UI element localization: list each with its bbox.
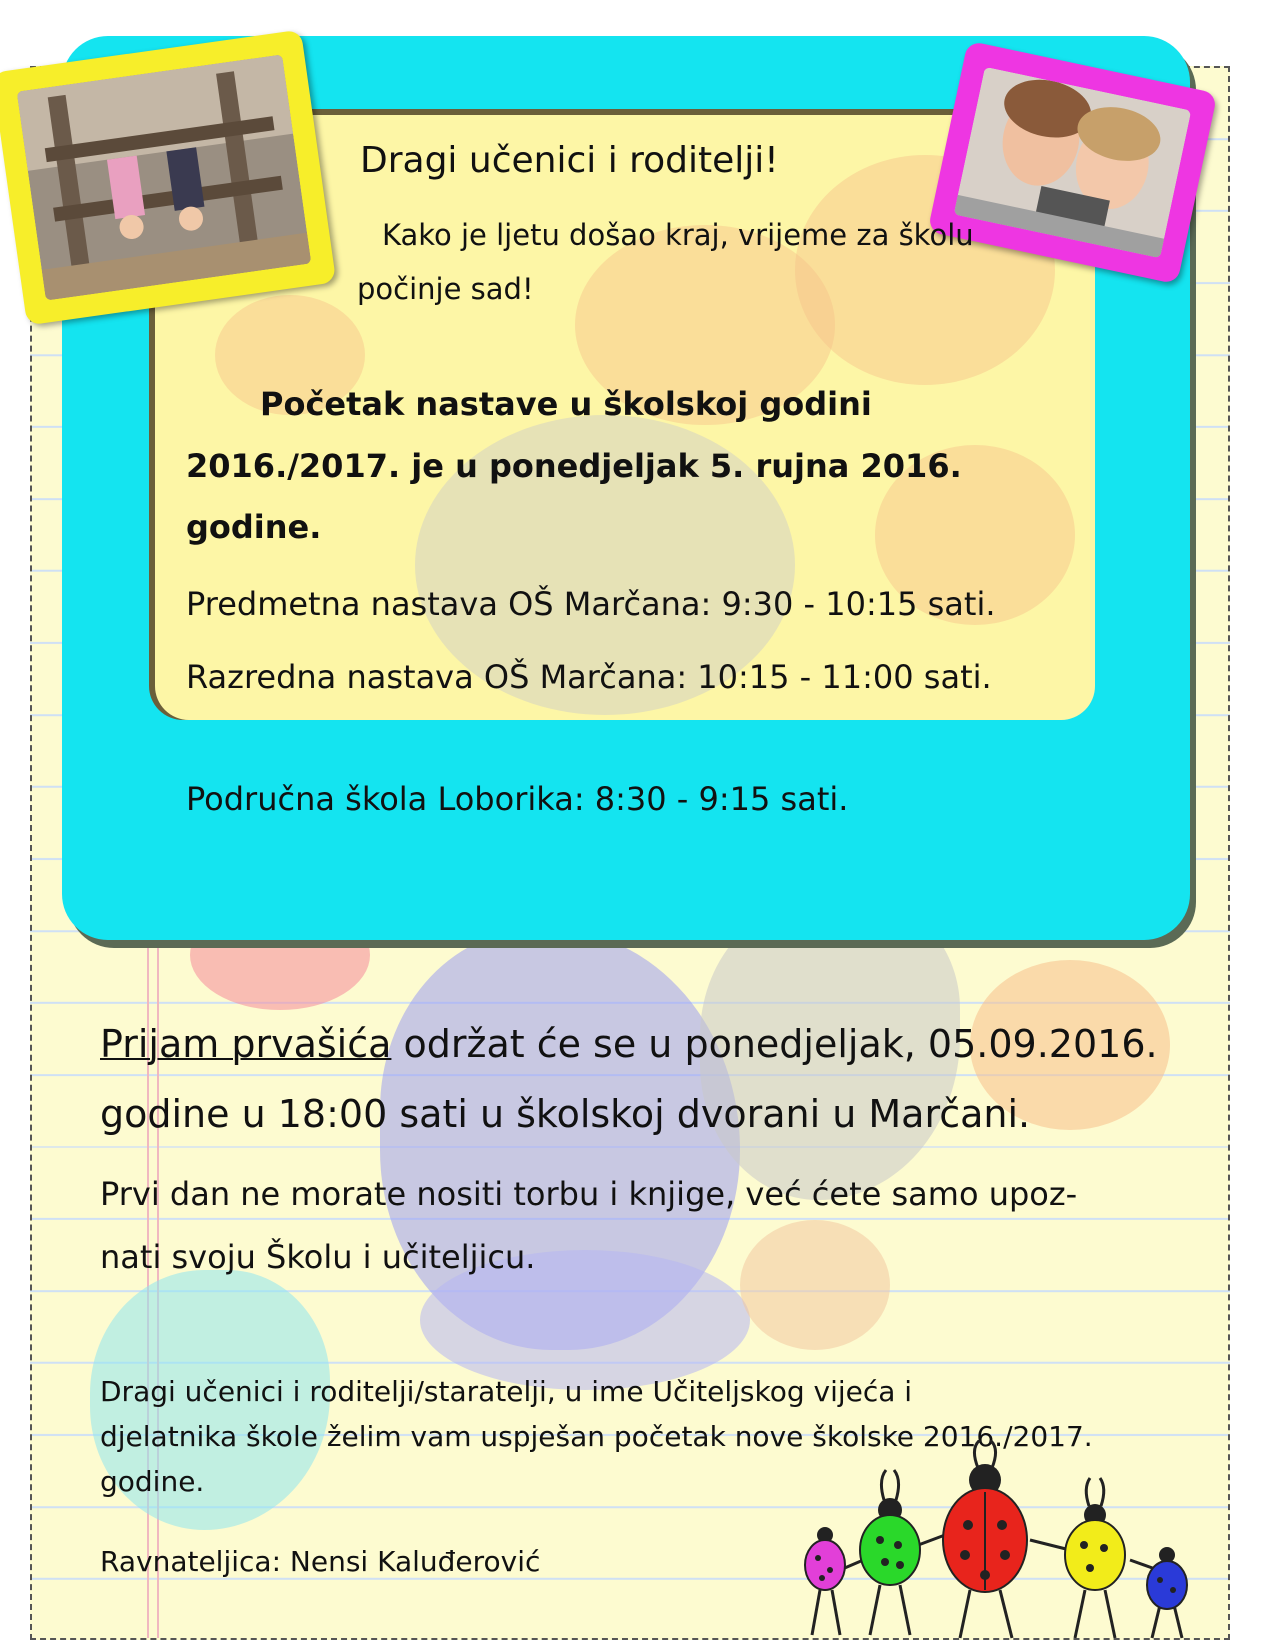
two-girls-photo bbox=[954, 67, 1192, 259]
greeting-heading: Dragi učenici i roditelji! bbox=[360, 140, 779, 181]
first-day-line: Prvi dan ne morate nositi torbu i knjige, već ćete samo upoz- bbox=[100, 1175, 1078, 1213]
wishes-line: djelatnika škole želim vam uspješan početak nove školske 2016./2017. bbox=[100, 1420, 1093, 1453]
magenta-ladybug bbox=[805, 1527, 845, 1635]
reception-line: godine u 18:00 sati u školskoj dvorani u Marčani. bbox=[100, 1092, 1031, 1136]
children-playground-photo bbox=[17, 54, 312, 300]
principal-signature: Ravnateljica: Nensi Kaluđerović bbox=[100, 1545, 541, 1578]
blue-ladybug bbox=[1147, 1547, 1187, 1638]
wishes-line: godine. bbox=[100, 1465, 205, 1498]
reception-highlight: Prijam prvašića bbox=[100, 1022, 392, 1066]
yellow-ladybug bbox=[1065, 1478, 1125, 1638]
start-notice-line: 2016./2017. je u ponedjeljak 5. rujna 2016. bbox=[186, 447, 962, 485]
intro-line: Kako je ljetu došao kraj, vrijeme za školu bbox=[382, 218, 974, 252]
green-ladybug bbox=[860, 1470, 920, 1635]
schedule-predmetna: Predmetna nastava OŠ Marčana: 9:30 - 10:15 sati. bbox=[186, 585, 996, 623]
wishes-line: Dragi učenici i roditelji/staratelji, u ime Učiteljskog vijeća i bbox=[100, 1375, 913, 1408]
photo-frame-left bbox=[0, 30, 336, 326]
schedule-razredna: Razredna nastava OŠ Marčana: 10:15 - 11:00 sati. bbox=[186, 658, 992, 696]
start-notice-line: Početak nastave u školskoj godini bbox=[260, 385, 872, 423]
red-ladybug bbox=[943, 1440, 1027, 1638]
first-day-line: nati svoju Školu i učiteljicu. bbox=[100, 1238, 536, 1276]
schedule-podrucna: Područna škola Loborika: 8:30 - 9:15 sati. bbox=[186, 780, 849, 818]
reception-rest: održat će se u ponedjeljak, 05.09.2016. bbox=[391, 1022, 1158, 1066]
ladybugs-decoration bbox=[800, 1440, 1200, 1640]
intro-line: počinje sad! bbox=[357, 272, 534, 306]
start-notice-line: godine. bbox=[186, 508, 322, 546]
reception-line bbox=[100, 1022, 1158, 1066]
paint-blob bbox=[740, 1220, 890, 1350]
